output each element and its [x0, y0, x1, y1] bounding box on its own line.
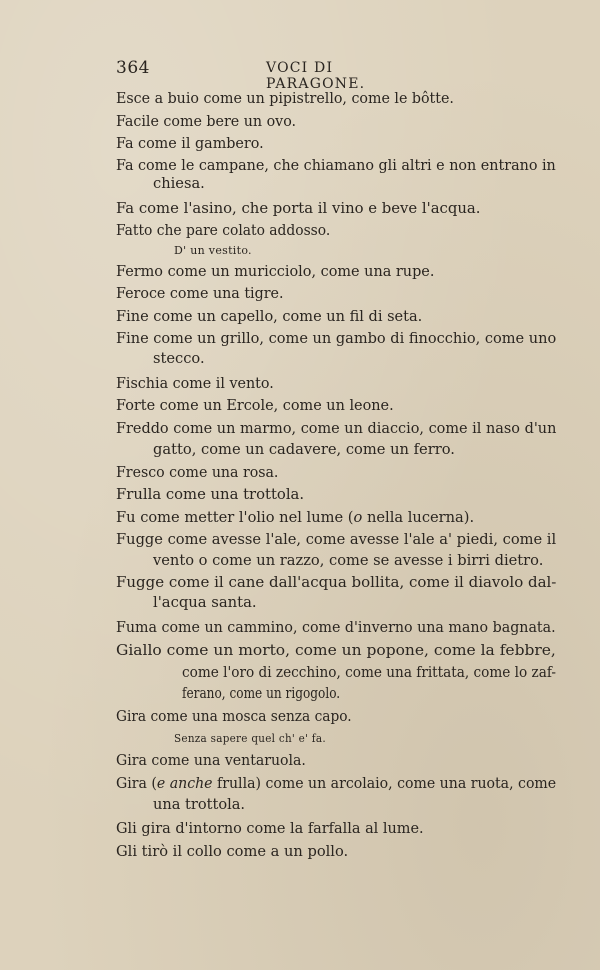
page-number: 364 [116, 58, 150, 78]
entry-line: Gli gira d'intorno come la farfalla al lume. [116, 819, 424, 837]
entry-line: Fischia come il vento. [116, 374, 274, 392]
entry-line: Facile come bere un ovo. [116, 112, 297, 130]
entry-line: Esce a buio come un pipistrello, come le bôtte. [116, 89, 454, 107]
entry-line: Fugge come il cane dall'acqua bollita, come il diavolo dal- [116, 573, 557, 591]
entry-continuation: chiesa. [153, 174, 205, 192]
entry-line: Fa come le campane, che chiamano gli altri e non entrano in [116, 156, 556, 174]
entry-line: Forte come un Ercole, come un leone. [116, 396, 394, 414]
entry-line: Feroce come una tigre. [116, 284, 284, 302]
entry-line: Giallo come un morto, come un popone, come la febbre, [116, 641, 556, 659]
entry-line: Fine come un capello, come un fil di seta. [116, 307, 423, 325]
entry-line: Gira (e anche frulla) come un arcolaio, come una ruota, come [116, 774, 557, 792]
entry-line: Freddo come un marmo, come un diaccio, come il naso d'un [116, 419, 557, 437]
entry-continuation: stecco. [153, 349, 205, 367]
entry-line: Gira come una mosca senza capo. [116, 707, 352, 725]
entry-line: Fatto che pare colato addosso. [116, 221, 331, 239]
entry-line: Fu come metter l'olio nel lume (o nella lucerna). [116, 508, 475, 526]
entry-line: Fuma come un cammino, come d'inverno una mano bagnata. [116, 618, 556, 636]
running-title: VOCI DI PARAGONE. [266, 60, 366, 92]
entry-continuation: una trottola. [153, 795, 246, 813]
entry-note: Senza sapere quel ch' e' fa. [174, 732, 326, 745]
entry-line: Fugge come avesse l'ale, come avesse l'ale a' piedi, come il [116, 530, 557, 548]
entry-line: Fine come un grillo, come un gambo di finocchio, come uno [116, 329, 557, 347]
entry-line: Fresco come una rosa. [116, 463, 279, 481]
entry-line: Fa come il gambero. [116, 134, 264, 152]
entry-note: D' un vestito. [174, 244, 252, 257]
entry-continuation: ferano, come un rigogolo. [182, 684, 341, 702]
entry-line: Gira come una ventaruola. [116, 751, 306, 769]
entry-line: Gli tirò il collo come a un pollo. [116, 842, 349, 860]
entry-line: Fa come l'asino, che porta il vino e beve l'acqua. [116, 199, 481, 217]
entry-line: Fermo come un muricciolo, come una rupe. [116, 262, 435, 280]
entry-continuation: l'acqua santa. [153, 593, 257, 611]
entry-line: Frulla come una trottola. [116, 485, 305, 503]
entry-continuation: gatto, come un cadavere, come un ferro. [153, 440, 455, 458]
entry-continuation: vento o come un razzo, come se avesse i birri dietro. [153, 551, 544, 569]
entry-continuation: come l'oro di zecchino, come una frittata, come lo zaf- [182, 663, 556, 681]
